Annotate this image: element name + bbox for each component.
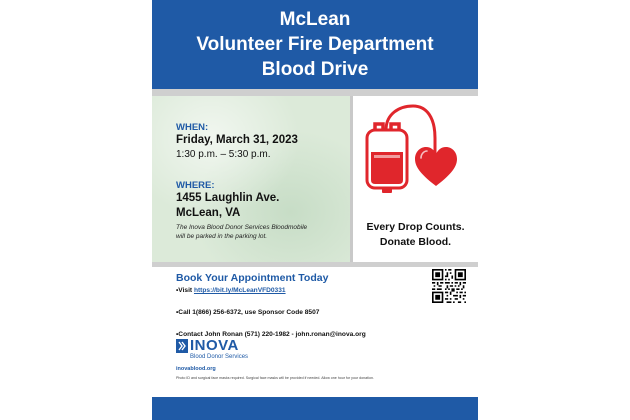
bloodmobile-note-1: The Inova Blood Donor Services Bloodmobile: [176, 224, 308, 231]
inova-logo-icon: [176, 339, 188, 353]
inova-subtitle: Blood Donor Services: [190, 354, 249, 360]
visit-prefix: •Visit: [176, 287, 194, 294]
header-banner: [152, 0, 478, 89]
divider-band: [152, 89, 478, 96]
event-time: 1:30 p.m. – 5:30 p.m.: [176, 149, 271, 160]
qr-code-icon[interactable]: [432, 269, 466, 303]
title-line-3: Blood Drive: [261, 59, 369, 80]
call-line: •Call 1(866) 256-6372, use Sponsor Code 8507: [176, 309, 320, 316]
contact-line: •Contact John Ronan (571) 220-1982 - john.ronan@inova.org: [176, 331, 366, 338]
tagline-line-2: Donate Blood.: [379, 236, 452, 248]
footer-bar: [152, 397, 478, 420]
inova-url[interactable]: inovablood.org: [176, 366, 216, 372]
tagline-line-1: Every Drop Counts.: [366, 221, 465, 233]
tagline: [353, 220, 478, 250]
city-state: McLean, VA: [176, 207, 241, 219]
book-appointment-title: Book Your Appointment Today: [176, 272, 329, 284]
title-line-2: Volunteer Fire Department: [196, 34, 434, 55]
event-date: Friday, March 31, 2023: [176, 134, 298, 146]
flyer: [152, 0, 478, 420]
bloodmobile-note-2: will be parked in the parking lot.: [176, 233, 268, 240]
fine-print: Photo ID and surgical face masks required. Surgical face masks will be provided if needed. Allow one hour for your donation.: [176, 376, 374, 380]
visit-line: [176, 287, 286, 294]
details-panel: [152, 96, 353, 262]
booking-link[interactable]: https://bit.ly/McLeanVFD0331: [193, 287, 286, 294]
appointment-section: [152, 267, 478, 397]
where-label: WHERE:: [176, 180, 215, 191]
inova-wordmark: INOVA: [190, 337, 239, 354]
blood-donation-graphic: [353, 96, 478, 206]
street-address: 1455 Laughlin Ave.: [176, 192, 280, 204]
graphic-panel: [353, 96, 478, 262]
when-label: WHEN:: [176, 122, 209, 133]
title-line-1: McLean: [279, 9, 351, 30]
